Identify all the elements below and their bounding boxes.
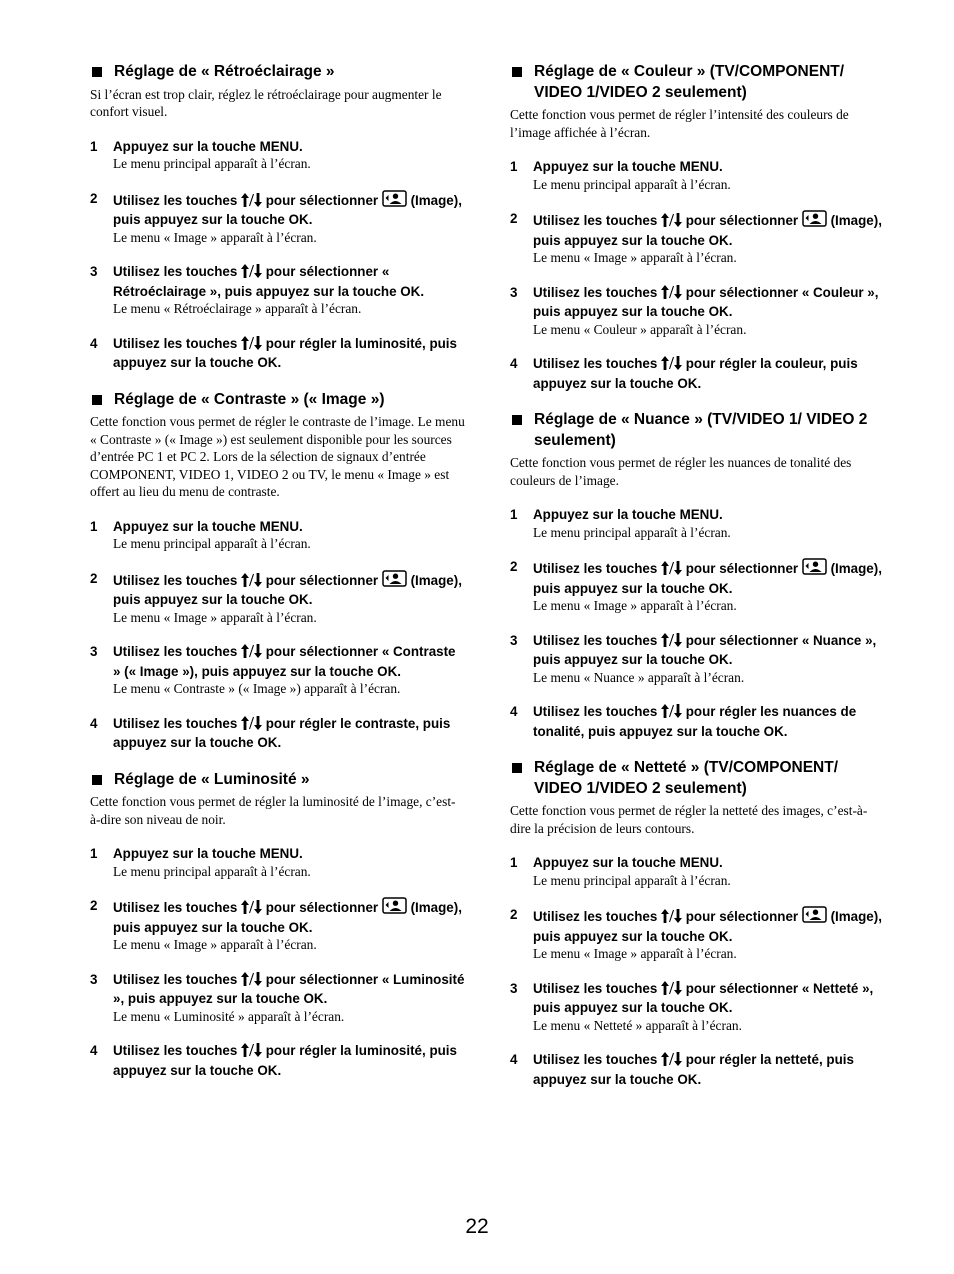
square-bullet-icon bbox=[512, 763, 522, 773]
section-intro: Cette fonction vous permet de régler le contraste de l’image. Le menu « Contraste » (« Image ») est seulement disponible pour les sources d’entrée PC 1 et PC 2. Lors de la sélection de signaux d’entrée COMPONENT, VIDEO 1, VIDEO 2 ou TV, le menu « Image » est offert au lieu du menu de contraste. bbox=[90, 414, 465, 499]
up-down-arrows-icon bbox=[241, 336, 262, 355]
instruction-text: Utilisez les touches bbox=[533, 1052, 658, 1067]
square-bullet-icon bbox=[92, 775, 102, 785]
step-instruction bbox=[113, 971, 465, 1008]
step-result: Le menu « Image » apparaît à l’écran. bbox=[533, 598, 737, 613]
instruction-text: pour sélectionner bbox=[265, 900, 379, 915]
instruction-text: pour régler la luminosité, puis appuyez sur la touche OK. bbox=[113, 1043, 457, 1078]
step-result: Le menu « Luminosité » apparaît à l’écran. bbox=[113, 1008, 345, 1024]
instruction-text: Utilisez les touches bbox=[533, 213, 658, 228]
step-item bbox=[510, 558, 885, 615]
step-instruction bbox=[113, 263, 465, 300]
instruction-text: pour régler la luminosité, puis appuyez sur la touche OK. bbox=[113, 335, 457, 370]
step-number: 3 bbox=[90, 971, 98, 987]
instruction-text: pour régler les nuances de tonalité, puis appuyez sur la touche OK. bbox=[533, 704, 857, 739]
section-heading-text: Réglage de « Luminosité » bbox=[114, 770, 310, 788]
up-down-arrows-icon bbox=[241, 716, 262, 735]
instruction-text: Utilisez les touches bbox=[533, 980, 658, 996]
section bbox=[90, 770, 465, 1080]
up-down-arrows-icon bbox=[241, 900, 262, 919]
step-result: Le menu « Couleur » apparaît à l’écran. bbox=[533, 321, 747, 337]
up-down-arrows-icon bbox=[661, 285, 682, 304]
step-item bbox=[510, 906, 885, 963]
step-instruction bbox=[113, 570, 465, 609]
step-body bbox=[113, 715, 465, 752]
step-instruction bbox=[113, 715, 465, 752]
section-heading-text: Réglage de « Contraste » (« Image ») bbox=[114, 390, 385, 408]
step-item bbox=[510, 506, 885, 541]
step-instruction bbox=[533, 210, 885, 249]
instruction-text: (Image), puis appuyez sur la touche OK. bbox=[533, 909, 882, 944]
step-body bbox=[113, 570, 465, 627]
step-item bbox=[510, 210, 885, 267]
up-down-arrows-icon bbox=[241, 1043, 262, 1062]
step-number: 1 bbox=[90, 846, 98, 861]
step-item bbox=[510, 703, 885, 740]
left-column bbox=[90, 62, 465, 1097]
section-heading-text: Réglage de « Couleur » (TV/COMPONENT/ VIDEO 1/VIDEO 2 seulement) bbox=[534, 63, 845, 101]
step-number: 2 bbox=[90, 898, 98, 913]
step-item bbox=[90, 897, 465, 954]
step-body bbox=[113, 897, 465, 954]
step-body bbox=[533, 284, 885, 339]
step-item bbox=[510, 854, 885, 889]
step-result: Le menu « Image » apparaît à l’écran. bbox=[113, 609, 317, 625]
step-item bbox=[510, 1051, 885, 1088]
step-body bbox=[533, 355, 885, 392]
section bbox=[510, 758, 885, 1088]
right-column bbox=[510, 62, 885, 1106]
step-number: 4 bbox=[510, 704, 518, 719]
section-intro: Cette fonction vous permet de régler l’intensité des couleurs de l’image affichée à l’écran. bbox=[510, 107, 849, 140]
section-intro: Cette fonction vous permet de régler la netteté des images, c’est-à-dire la précision de leurs contours. bbox=[510, 803, 868, 836]
step-body bbox=[533, 906, 885, 963]
instruction-text: pour sélectionner bbox=[685, 213, 799, 228]
step-result: Le menu principal apparaît à l’écran. bbox=[113, 536, 311, 551]
instruction-text: Appuyez sur la touche MENU. bbox=[113, 846, 303, 861]
instruction-text: pour sélectionner bbox=[685, 561, 799, 576]
section-heading-text: Réglage de « Nuance » (TV/VIDEO 1/ VIDEO 2 seulement) bbox=[534, 411, 868, 449]
instruction-text: pour régler le contraste, puis appuyez sur la touche OK. bbox=[113, 715, 451, 750]
instruction-text: pour sélectionner bbox=[685, 909, 799, 924]
instruction-text: Utilisez les touches bbox=[533, 909, 658, 924]
instruction-text: pour sélectionner bbox=[265, 192, 379, 208]
step-item bbox=[90, 971, 465, 1026]
step-item bbox=[90, 335, 465, 372]
section-heading bbox=[90, 770, 465, 791]
square-bullet-icon bbox=[92, 395, 102, 405]
step-body bbox=[113, 335, 465, 372]
section bbox=[510, 62, 885, 392]
instruction-text: Utilisez les touches bbox=[533, 704, 658, 719]
step-body bbox=[533, 210, 885, 267]
instruction-text: Utilisez les touches bbox=[533, 356, 658, 371]
step-number: 2 bbox=[90, 190, 98, 206]
step-number: 1 bbox=[510, 159, 518, 174]
section-heading-text: Réglage de « Rétroéclairage » bbox=[114, 63, 335, 80]
step-instruction bbox=[533, 980, 885, 1017]
step-body bbox=[113, 138, 465, 173]
step-instruction bbox=[533, 355, 885, 392]
instruction-text: Utilisez les touches bbox=[113, 264, 238, 279]
step-number: 3 bbox=[90, 264, 98, 279]
instruction-text: pour sélectionner « Nuance », puis appuyez sur la touche OK. bbox=[533, 632, 877, 667]
step-number: 1 bbox=[90, 138, 98, 154]
section-heading bbox=[510, 62, 885, 103]
step-item bbox=[510, 980, 885, 1035]
step-item bbox=[510, 158, 885, 193]
step-number: 4 bbox=[510, 1052, 518, 1067]
section-intro: Cette fonction vous permet de régler la luminosité de l’image, c’est-à-dire son niveau de noir. bbox=[90, 794, 456, 827]
section-heading bbox=[510, 758, 885, 799]
instruction-text: (Image), puis appuyez sur la touche OK. bbox=[113, 192, 462, 227]
step-item bbox=[90, 715, 465, 752]
step-result: Le menu principal apparaît à l’écran. bbox=[533, 872, 731, 888]
instruction-text: Utilisez les touches bbox=[113, 715, 238, 731]
step-instruction bbox=[533, 632, 885, 669]
step-number: 3 bbox=[510, 632, 518, 648]
step-body bbox=[533, 854, 885, 889]
instruction-text: pour sélectionner « Netteté », puis appuyez sur la touche OK. bbox=[533, 980, 874, 1015]
instruction-text: (Image), puis appuyez sur la touche OK. bbox=[113, 900, 462, 935]
instruction-text: pour sélectionner « Luminosité », puis appuyez sur la touche OK. bbox=[113, 971, 465, 1006]
step-item bbox=[90, 263, 465, 318]
step-instruction bbox=[533, 558, 885, 597]
picture-menu-icon bbox=[382, 190, 407, 212]
step-instruction bbox=[533, 158, 885, 176]
step-body bbox=[113, 1042, 465, 1079]
up-down-arrows-icon bbox=[241, 972, 262, 991]
step-result: Le menu « Image » apparaît à l’écran. bbox=[533, 946, 737, 961]
instruction-text: Appuyez sur la touche MENU. bbox=[533, 855, 723, 870]
step-result: Le menu « Image » apparaît à l’écran. bbox=[533, 250, 737, 265]
section-intro: Cette fonction vous permet de régler les nuances de tonalité des couleurs de l’image. bbox=[510, 455, 852, 488]
instruction-text: pour sélectionner « Rétroéclairage », puis appuyez sur la touche OK. bbox=[113, 264, 425, 299]
step-number: 4 bbox=[510, 356, 518, 371]
step-item bbox=[90, 138, 465, 173]
step-instruction bbox=[113, 845, 465, 863]
picture-menu-icon bbox=[382, 897, 407, 919]
instruction-text: Utilisez les touches bbox=[113, 644, 238, 659]
step-number: 2 bbox=[510, 907, 518, 922]
up-down-arrows-icon bbox=[661, 704, 682, 723]
step-body bbox=[113, 971, 465, 1026]
step-result: Le menu « Netteté » apparaît à l’écran. bbox=[533, 1017, 742, 1033]
step-instruction bbox=[113, 138, 465, 156]
step-item bbox=[510, 355, 885, 392]
step-item bbox=[510, 284, 885, 339]
up-down-arrows-icon bbox=[661, 561, 682, 580]
picture-menu-icon bbox=[382, 570, 407, 592]
step-item bbox=[510, 632, 885, 687]
step-instruction bbox=[113, 1042, 465, 1079]
step-instruction bbox=[533, 1051, 885, 1088]
step-result: Le menu « Image » apparaît à l’écran. bbox=[113, 229, 317, 245]
step-item bbox=[90, 518, 465, 553]
step-body bbox=[533, 558, 885, 615]
step-number: 1 bbox=[90, 518, 98, 534]
step-instruction bbox=[533, 284, 885, 321]
step-result: Le menu principal apparaît à l’écran. bbox=[533, 176, 731, 192]
step-result: Le menu « Contraste » (« Image ») apparaît à l’écran. bbox=[113, 681, 401, 696]
section bbox=[90, 62, 465, 372]
instruction-text: Appuyez sur la touche MENU. bbox=[533, 159, 723, 174]
step-body bbox=[113, 643, 465, 698]
step-body bbox=[533, 158, 885, 193]
instruction-text: pour régler la netteté, puis appuyez sur la touche OK. bbox=[533, 1052, 854, 1087]
instruction-text: Utilisez les touches bbox=[113, 1043, 238, 1058]
step-body bbox=[533, 703, 885, 740]
step-result: Le menu principal apparaît à l’écran. bbox=[113, 156, 311, 171]
instruction-text: Utilisez les touches bbox=[533, 632, 658, 648]
section-heading-text: Réglage de « Netteté » (TV/COMPONENT/ VIDEO 1/VIDEO 2 seulement) bbox=[534, 759, 839, 797]
step-instruction bbox=[113, 897, 465, 936]
step-number: 2 bbox=[90, 570, 98, 586]
step-number: 4 bbox=[90, 715, 98, 731]
step-result: Le menu « Nuance » apparaît à l’écran. bbox=[533, 669, 745, 685]
step-body bbox=[533, 506, 885, 541]
section-heading bbox=[90, 390, 465, 411]
step-body bbox=[533, 1051, 885, 1088]
instruction-text: Appuyez sur la touche MENU. bbox=[113, 138, 303, 154]
up-down-arrows-icon bbox=[661, 356, 682, 375]
step-item bbox=[90, 845, 465, 880]
up-down-arrows-icon bbox=[241, 644, 262, 663]
picture-menu-icon bbox=[802, 210, 827, 232]
step-number: 4 bbox=[90, 1043, 98, 1058]
square-bullet-icon bbox=[512, 67, 522, 77]
step-item bbox=[90, 190, 465, 247]
page-number: 22 bbox=[465, 1215, 489, 1238]
instruction-text: Utilisez les touches bbox=[533, 284, 658, 300]
up-down-arrows-icon bbox=[661, 213, 682, 232]
square-bullet-icon bbox=[512, 415, 522, 425]
up-down-arrows-icon bbox=[241, 264, 262, 283]
step-item bbox=[90, 570, 465, 627]
up-down-arrows-icon bbox=[241, 193, 262, 212]
step-instruction bbox=[113, 190, 465, 229]
step-instruction bbox=[533, 906, 885, 945]
instruction-text: pour sélectionner « Couleur », puis appuyez sur la touche OK. bbox=[533, 284, 879, 319]
instruction-text: Utilisez les touches bbox=[113, 572, 238, 588]
picture-menu-icon bbox=[802, 906, 827, 928]
instruction-text: (Image), puis appuyez sur la touche OK. bbox=[533, 561, 882, 596]
step-body bbox=[113, 263, 465, 318]
up-down-arrows-icon bbox=[661, 1052, 682, 1071]
instruction-text: (Image), puis appuyez sur la touche OK. bbox=[113, 572, 462, 607]
picture-menu-icon bbox=[802, 558, 827, 580]
up-down-arrows-icon bbox=[241, 573, 262, 592]
step-number: 1 bbox=[510, 507, 518, 522]
instruction-text: (Image), puis appuyez sur la touche OK. bbox=[533, 213, 882, 248]
step-instruction bbox=[113, 643, 465, 680]
step-number: 3 bbox=[90, 644, 98, 659]
section bbox=[510, 410, 885, 740]
instruction-text: Appuyez sur la touche MENU. bbox=[533, 507, 723, 522]
step-body bbox=[113, 518, 465, 553]
step-number: 2 bbox=[510, 211, 518, 226]
instruction-text: Utilisez les touches bbox=[113, 900, 238, 915]
step-body bbox=[113, 190, 465, 247]
step-item bbox=[90, 1042, 465, 1079]
up-down-arrows-icon bbox=[661, 981, 682, 1000]
section-heading bbox=[510, 410, 885, 451]
step-result: Le menu principal apparaît à l’écran. bbox=[113, 863, 311, 879]
instruction-text: Utilisez les touches bbox=[533, 561, 658, 576]
step-body bbox=[533, 980, 885, 1035]
step-number: 1 bbox=[510, 855, 518, 870]
step-number: 4 bbox=[90, 335, 98, 351]
up-down-arrows-icon bbox=[661, 633, 682, 652]
step-result: Le menu « Image » apparaît à l’écran. bbox=[113, 937, 317, 952]
step-body bbox=[533, 632, 885, 687]
step-instruction bbox=[113, 518, 465, 536]
instruction-text: Utilisez les touches bbox=[113, 335, 238, 351]
step-instruction bbox=[113, 335, 465, 372]
section-heading bbox=[90, 62, 465, 83]
up-down-arrows-icon bbox=[661, 909, 682, 928]
section bbox=[90, 390, 465, 752]
section-intro: Si l’écran est trop clair, réglez le rétroéclairage pour augmenter le confort visuel. bbox=[90, 86, 442, 119]
instruction-text: pour sélectionner bbox=[265, 572, 379, 588]
step-body bbox=[113, 845, 465, 880]
step-instruction bbox=[533, 506, 885, 524]
step-number: 3 bbox=[510, 284, 518, 300]
instruction-text: Utilisez les touches bbox=[113, 192, 238, 208]
instruction-text: Appuyez sur la touche MENU. bbox=[113, 518, 303, 534]
step-result: Le menu « Rétroéclairage » apparaît à l’écran. bbox=[113, 301, 362, 316]
step-item bbox=[90, 643, 465, 698]
step-instruction bbox=[533, 703, 885, 740]
step-number: 2 bbox=[510, 559, 518, 574]
step-number: 3 bbox=[510, 980, 518, 996]
instruction-text: pour sélectionner « Contraste » (« Image »), puis appuyez sur la touche OK. bbox=[113, 644, 456, 679]
step-instruction bbox=[533, 854, 885, 872]
instruction-text: Utilisez les touches bbox=[113, 971, 238, 987]
square-bullet-icon bbox=[92, 67, 102, 77]
step-result: Le menu principal apparaît à l’écran. bbox=[533, 524, 731, 540]
instruction-text: pour régler la couleur, puis appuyez sur la touche OK. bbox=[533, 356, 858, 391]
